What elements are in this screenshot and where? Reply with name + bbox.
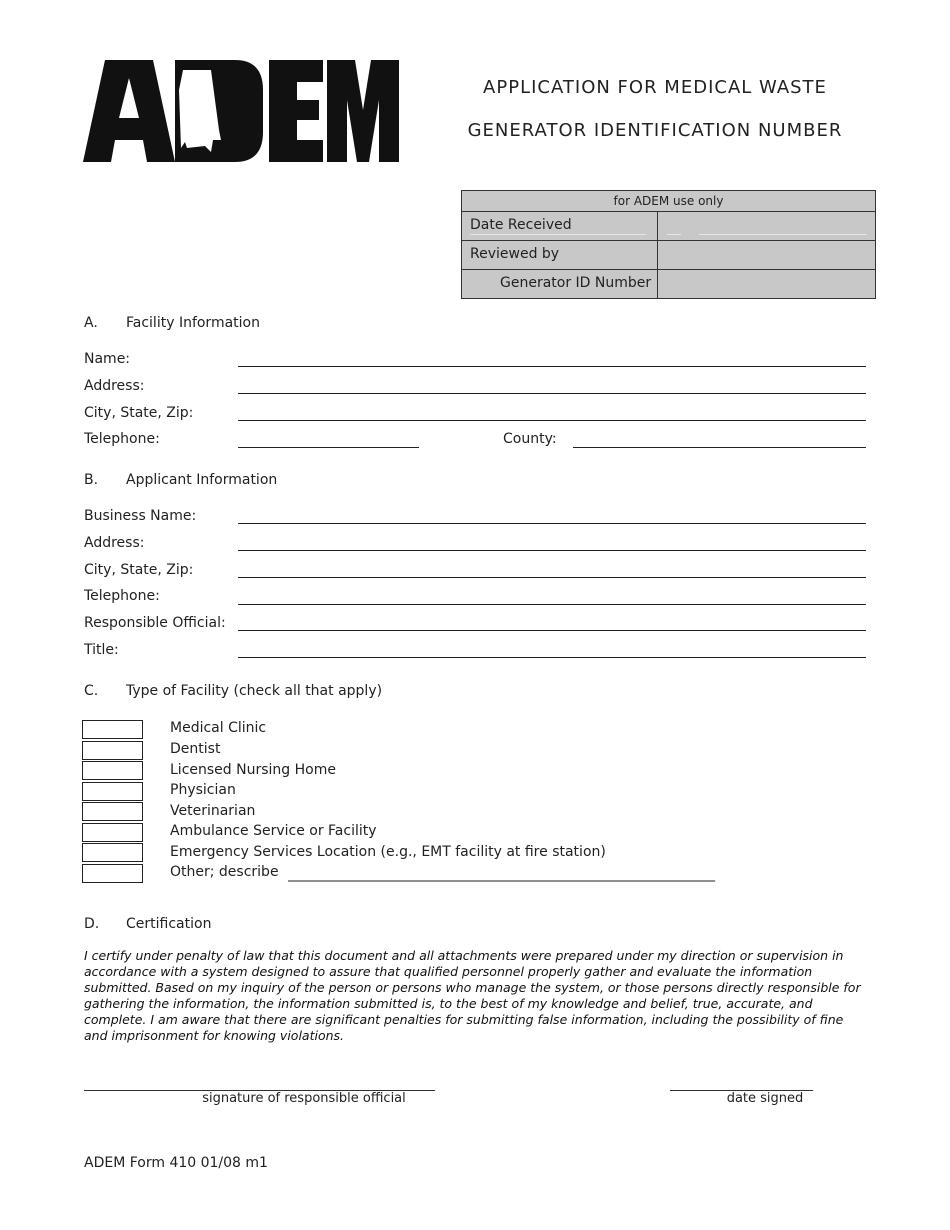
- applicant-city-field[interactable]: [238, 577, 866, 578]
- business-name-label: Business Name:: [84, 508, 197, 524]
- facility-telephone-field[interactable]: [238, 447, 419, 448]
- option-ambulance: Ambulance Service or Facility: [170, 823, 377, 839]
- official-title-label: Title:: [84, 642, 119, 658]
- office-row-generator-id: [462, 270, 875, 298]
- office-label: Reviewed by: [462, 241, 658, 269]
- applicant-telephone-label: Telephone:: [84, 588, 160, 604]
- office-row-reviewed-by: [462, 241, 875, 270]
- option-veterinarian: Veterinarian: [170, 803, 256, 819]
- option-dentist: Dentist: [170, 741, 221, 757]
- date-signed-field[interactable]: ______________________: [670, 1077, 813, 1092]
- form-title-line1: APPLICATION FOR MEDICAL WASTE: [483, 77, 827, 98]
- checkbox-physician[interactable]: [82, 782, 143, 801]
- facility-name-label: Name:: [84, 351, 131, 367]
- office-label: Date Received: [462, 212, 658, 240]
- reviewed-by-field[interactable]: [659, 241, 875, 269]
- checkbox-ambulance[interactable]: [82, 823, 143, 842]
- applicant-city-label: City, State, Zip:: [84, 562, 194, 578]
- section-d-heading: [84, 916, 211, 932]
- section-title: Applicant Information: [126, 472, 278, 488]
- facility-city-field[interactable]: [238, 420, 866, 421]
- section-number: C.: [84, 683, 99, 699]
- checkbox-veterinarian[interactable]: [82, 802, 143, 821]
- option-medical-clinic: Medical Clinic: [170, 720, 267, 736]
- logo-letter-a: [83, 60, 175, 162]
- facility-telephone-label: Telephone:: [84, 431, 160, 447]
- form-title-line2: GENERATOR IDENTIFICATION NUMBER: [467, 120, 843, 141]
- logo-letter-e: [269, 60, 323, 162]
- section-title: Facility Information: [126, 315, 260, 331]
- other-describe-field[interactable]: _____________________________________________________________: [288, 866, 715, 882]
- date-received-field[interactable]: [659, 212, 875, 240]
- responsible-official-field[interactable]: [238, 630, 866, 631]
- facility-county-field[interactable]: [573, 447, 866, 448]
- logo-letter-m: [327, 60, 399, 162]
- office-row-date-received: [462, 212, 875, 241]
- office-use-heading: for ADEM use only: [462, 191, 875, 212]
- facility-city-label: City, State, Zip:: [84, 405, 194, 421]
- option-emergency-services: Emergency Services Location (e.g., EMT facility at fire station): [170, 844, 606, 860]
- checkbox-medical-clinic[interactable]: [82, 720, 143, 739]
- facility-address-label: Address:: [84, 378, 145, 394]
- checkbox-nursing-home[interactable]: [82, 761, 143, 780]
- facility-address-field[interactable]: [238, 393, 866, 394]
- option-nursing-home: Licensed Nursing Home: [170, 762, 336, 778]
- section-a-heading: [84, 315, 260, 331]
- generator-id-field[interactable]: [659, 270, 875, 298]
- applicant-address-label: Address:: [84, 535, 145, 551]
- option-other: Other; describe: [170, 864, 279, 880]
- business-name-field[interactable]: [238, 523, 866, 524]
- applicant-address-field[interactable]: [238, 550, 866, 551]
- adem-logo: [83, 60, 399, 162]
- facility-name-field[interactable]: [238, 366, 866, 367]
- applicant-telephone-field[interactable]: [238, 604, 866, 605]
- office-use-table: [461, 190, 876, 299]
- checkbox-dentist[interactable]: [82, 741, 143, 760]
- responsible-official-label: Responsible Official:: [84, 615, 226, 631]
- signature-field[interactable]: ______________________________________________________: [84, 1077, 435, 1092]
- option-physician: Physician: [170, 782, 236, 798]
- official-title-field[interactable]: [238, 657, 866, 658]
- section-title: Type of Facility (check all that apply): [126, 683, 383, 699]
- section-number: D.: [84, 916, 100, 932]
- facility-county-label: County:: [503, 431, 557, 447]
- office-label: Generator ID Number: [462, 270, 658, 298]
- checkbox-emergency-services[interactable]: [82, 843, 143, 862]
- section-c-heading: [84, 683, 382, 699]
- section-number: A.: [84, 315, 98, 331]
- form-footer-id: ADEM Form 410 01/08 m1: [84, 1155, 268, 1171]
- certification-text: I certify under penalty of law that this document and all attachments were prepared under my direction or supervision in accordance with a system designed to assure that qualified personnel properly gather and evaluate the information submitted. Based on my inquiry of the person or persons who manage the system, or those persons directly responsible for gathering the information, the information submitted is, to the best of my knowledge and belief, true, accurate, and complete. I am aware that there are significant penalties for submitting false information, including the possibility of fine and imprisonment for knowing violations.: [84, 948, 861, 1043]
- section-title: Certification: [126, 916, 212, 932]
- date-signed-caption: date signed: [726, 1091, 804, 1106]
- section-number: B.: [84, 472, 99, 488]
- signature-caption: signature of responsible official: [202, 1091, 406, 1106]
- checkbox-other[interactable]: [82, 864, 143, 883]
- section-b-heading: [84, 472, 277, 488]
